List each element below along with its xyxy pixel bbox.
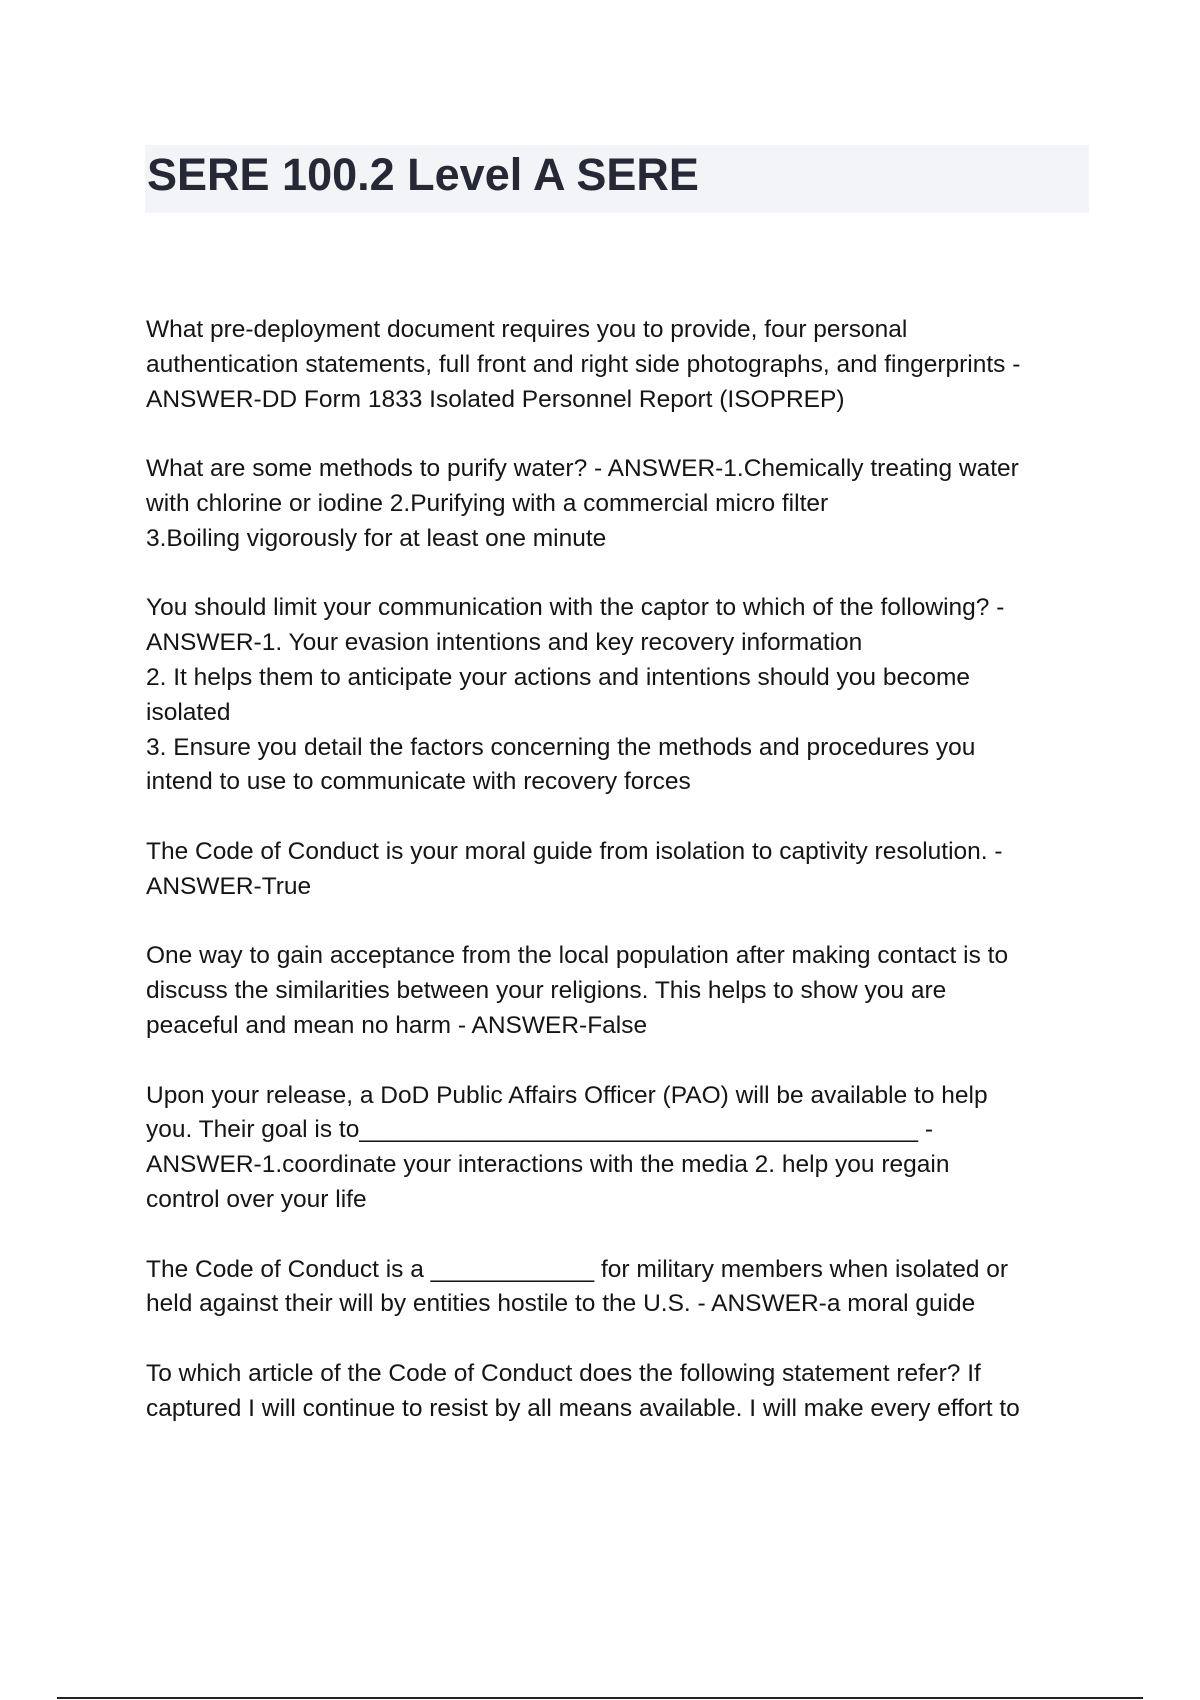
page-bottom-divider — [57, 1697, 1143, 1699]
qa-item: What pre-deployment document requires you to provide, four personal authentication statements, full front and right side photographs, and fingerprints - ANSWER-DD Form 1833 Isolated Personnel Report (ISOPREP) — [146, 316, 1021, 413]
qa-item: What are some methods to purify water? - ANSWER-1.Chemically treating water with chlorine or iodine 2.Purifying with a commercial micro filter 3.Boiling vigorously for at least one minute — [146, 455, 1019, 552]
title-block — [145, 145, 1089, 213]
qa-item: The Code of Conduct is a ____________ for military members when isolated or held against their will by entities hostile to the U.S. - ANSWER-a moral guide — [146, 1255, 1009, 1318]
qa-item: To which article of the Code of Conduct does the following statement refer? If captured I will continue to resist by all means available. I will make every effort to — [146, 1359, 1020, 1422]
qa-content — [146, 313, 1096, 1461]
qa-item: The Code of Conduct is your moral guide from isolation to captivity resolution. - ANSWER-True — [146, 837, 1003, 900]
qa-item: One way to gain acceptance from the local population after making contact is to discuss the similarities between your religions. This helps to show you are peaceful and mean no harm - ANSWER-False — [146, 942, 1009, 1039]
qa-item: Upon your release, a DoD Public Affairs Officer (PAO) will be available to help you. Their goal is to_________________________________________ - ANSWER-1.coordinate your interactions with the media 2. help you regain control over your life — [146, 1081, 988, 1213]
page-title: SERE 100.2 Level A SERE — [147, 149, 699, 200]
qa-item: You should limit your communication with the captor to which of the following? - ANSWER-1. Your evasion intentions and key recovery information 2. It helps them to anticipate your actions and intentions should you become isolated 3. Ensure you detail the factors concerning the methods and procedures you intend to use to communicate with recovery forces — [146, 594, 1005, 796]
